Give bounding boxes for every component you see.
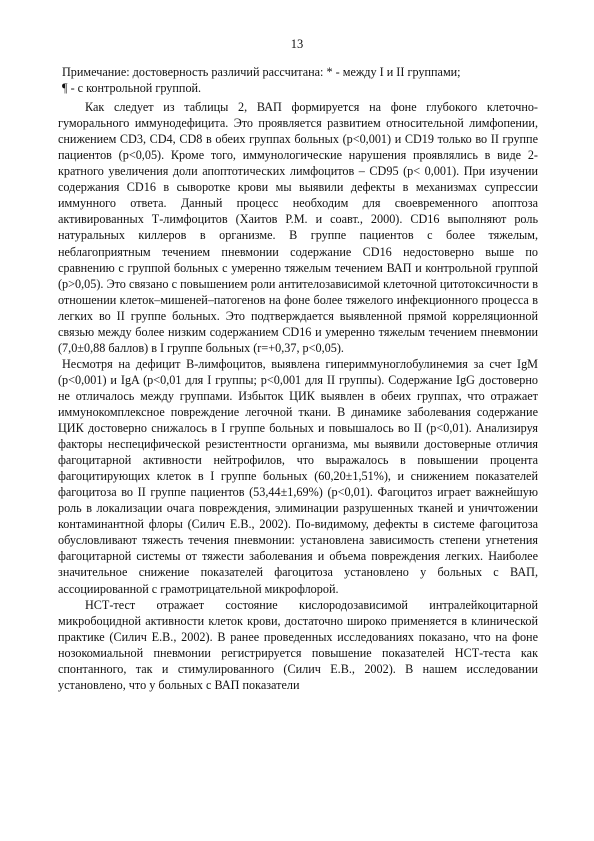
- table-note-line-1: Примечание: достоверность различий рассчитана: * - между I и II группами;: [62, 65, 461, 79]
- paragraph-1: Как следует из таблицы 2, ВАП формируется на фоне глубокого клеточно-гуморального иммунодефицита. Это проявляется развитием относительной лимфопении, снижением CD3, CD4, CD8 в обеих группах больных (p<0,001) и CD19 только во II группе пациентов (p<0,05). Кроме того, иммунологические нарушения проявлялись в виде 2-кратного увеличения доли апоптотических лимфоцитов – CD95 (p< 0,001). При изучении содержания CD16 в сыворотке крови мы выявили дефекты в механизмах супрессии иммунного ответа. Данный процесс необходим для своевременного апоптоза активированных Т-лимфоцитов (Хаитов Р.М. и соавт., 2000). CD16 выполняют роль натуральных киллеров в организме. В группе пациентов с более тяжелым, неблагоприятным течением пневмонии содержание CD16 недостоверно выше по сравнению с группой больных с умеренно тяжелым течением ВАП и контрольной группой (p>0,05). Это связано с повышением роли антителозависимой клеточной цитотоксичности в отношении клеток–мишеней–патогенов на фоне более тяжелого инфекционного процесса в легких во II группе больных. Это подтверждается выявленной прямой корреляционной связью между более низким содержанием CD16 и умеренно тяжелым течением пневмонии (7,0±0,88 баллов) в I группе больных (r=+0,37, p<0,05).: [58, 100, 538, 355]
- paragraph-3: НСТ-тест отражает состояние кислородозависимой интралейкоцитарной микробоцидной активности клеток крови, достаточно широко применяется в клинической практике (Силич Е.В., 2002). В ранее проведенных исследованиях показано, что на фоне нозокомиальной пневмонии регистрируется повышение показателей НСТ-теста как спонтанного, так и стимулированного (Силич Е.В., 2002). В нашем исследовании установлено, что у больных с ВАП показатели: [58, 597, 538, 692]
- table-note-line-2: ¶ - с контрольной группой.: [62, 81, 202, 96]
- page-content: [58, 64, 538, 693]
- page-number: 13: [290, 37, 304, 51]
- paragraph-2: Несмотря на дефицит В-лимфоцитов, выявлена гипериммуноглобулинемия за счет IgM (p<0,001) и IgA (p<0,01 для I группы; p<0,001 для II группы). Содержание IgG достоверно не отличалось между группами. Избыток ЦИК выявлен в обеих группах, что отражает иммунокомплексное повреждение легочной ткани. В динамике заболевания содержание ЦИК достоверно снижалось в I группе больных и повышалось во II (p<0,01). Анализируя факторы неспецифической резистентности организма, мы выявили достоверные отличия фагоцитарной активности нейтрофилов, что выражалось в повышении процента фагоцитирующих клеток в I группе больных (60,20±1,51%), и снижением показателей фагоцитоза во II группе пациентов (53,44±1,69%) (p<0,01). Фагоцитоз играет важнейшую роль в локализации очага повреждения, элиминации разрушенных тканей и уничтожении контаминантной флоры (Силич Е.В., 2002). По-видимому, дефекты в системе фагоцитоза обусловливают тяжесть течения пневмонии: установлена зависимость степени угнетения фагоцитарной системы от тяжести заболевания и объема повреждения легких. Наиболее значительное снижение показателей фагоцитоза установлено у больных с ВАП, ассоциированной с грамотрицательной микрофлорой.: [58, 356, 538, 596]
